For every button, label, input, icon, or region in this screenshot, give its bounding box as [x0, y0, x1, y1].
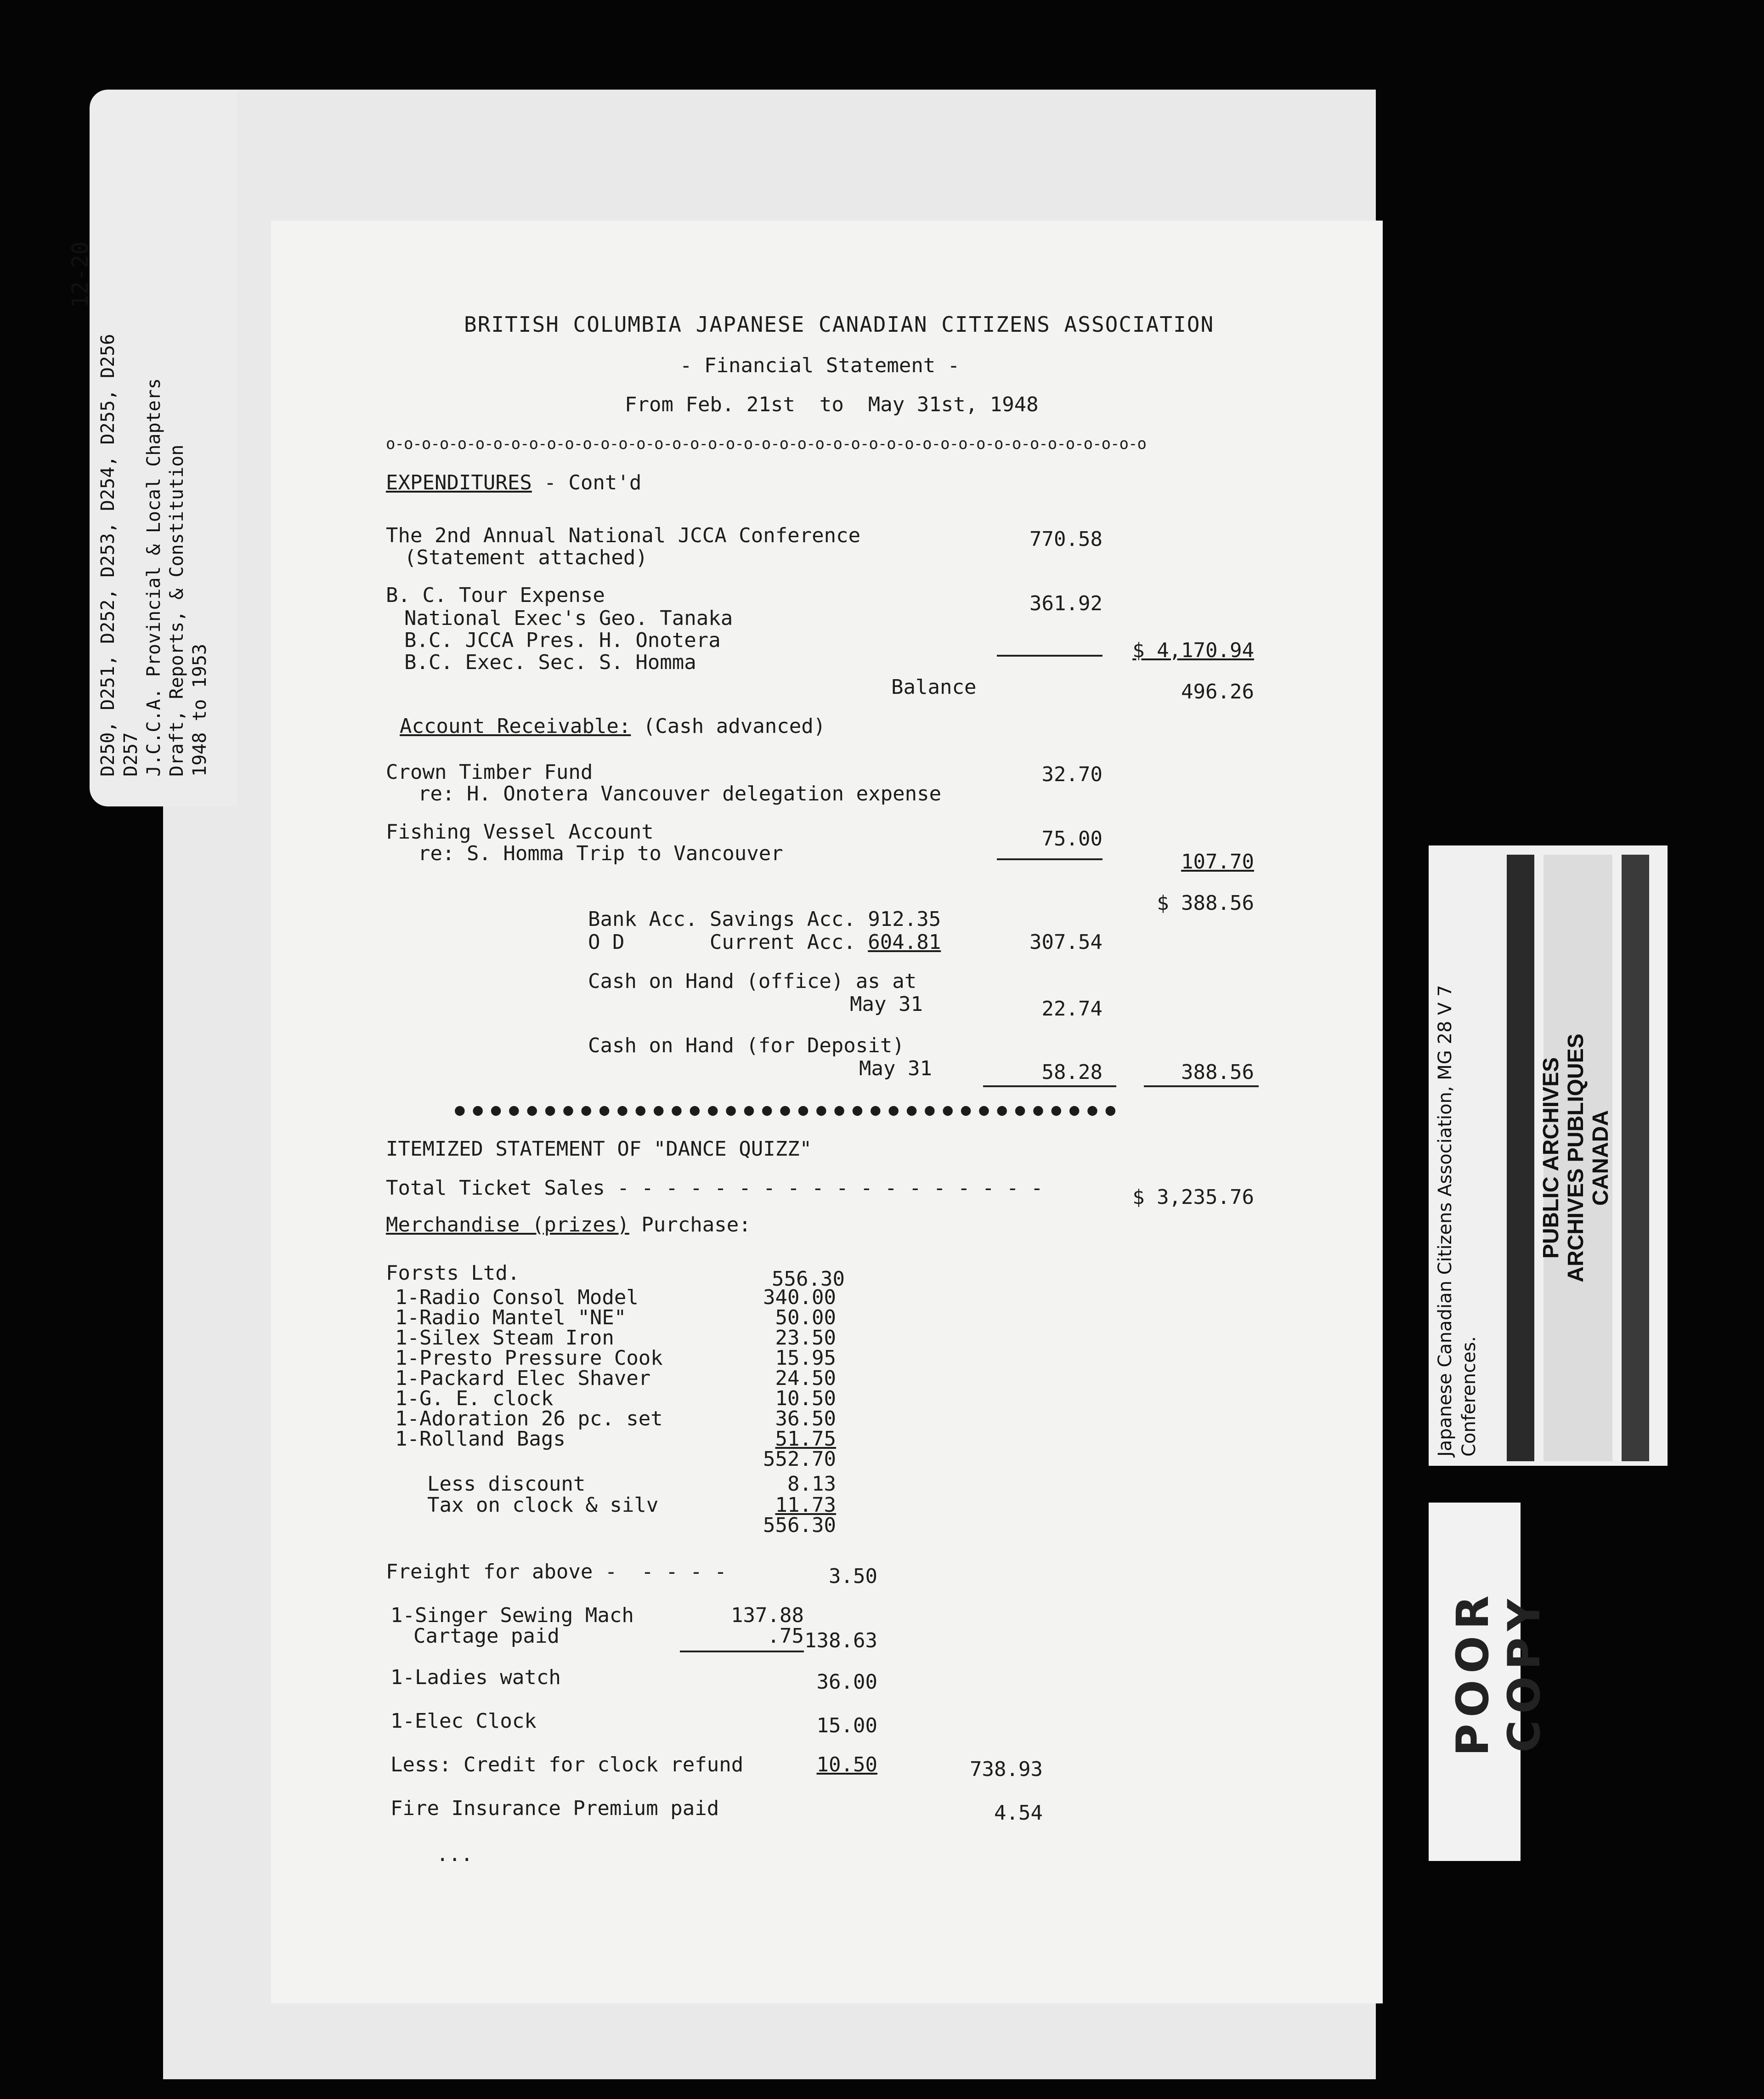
office-amount: 22.74	[1041, 997, 1102, 1021]
tour-line-4: B.C. Exec. Sec. S. Homma	[404, 651, 696, 674]
item-amount: 36.50	[775, 1407, 836, 1430]
item-amount: 23.50	[775, 1326, 836, 1350]
deposit-line-1: Cash on Hand (for Deposit)	[588, 1034, 905, 1057]
archive-label-strip	[1507, 855, 1534, 1461]
archive-bold-3: CANADA	[1589, 1110, 1613, 1206]
cartage-label: Cartage paid	[413, 1624, 560, 1648]
tour-line-1: B. C. Tour Expense	[386, 584, 605, 607]
cash-total-rule	[1144, 1085, 1259, 1087]
item-amount: 10.50	[775, 1387, 836, 1410]
bank-line-2-prefix: O D Current Acc.	[588, 930, 868, 954]
credit-label: Less: Credit for clock refund	[390, 1753, 744, 1776]
folder-line-1: D250, D251, D252, D253, D254, D255, D256	[97, 334, 119, 777]
merch-suffix: Purchase:	[629, 1213, 751, 1237]
tour-rule	[997, 655, 1102, 657]
tour-amount: 361.92	[1029, 592, 1102, 615]
singer-label: 1-Singer Sewing Mach	[390, 1604, 634, 1627]
receivables-net: $ 388.56	[1157, 891, 1254, 915]
bank-amount: 307.54	[1029, 930, 1102, 954]
document-page	[271, 221, 1383, 2003]
conference-line-2: (Statement attached)	[404, 546, 648, 569]
item-name: 1-Presto Pressure Cook	[395, 1346, 663, 1370]
bank-line-1: Bank Acc. Savings Acc. 912.35	[588, 908, 941, 931]
archive-line-2: Conferences.	[1459, 1336, 1480, 1457]
crown-line-2: re: H. Onotera Vancouver delegation expense	[418, 782, 942, 806]
forsts-label: Forsts Ltd.	[386, 1261, 520, 1285]
item-amount: 15.95	[775, 1346, 836, 1370]
statement-period: From Feb. 21st to May 31st, 1948	[625, 393, 1039, 416]
item-name: 1-Radio Mantel "NE"	[395, 1306, 627, 1329]
bank-line-2	[588, 930, 941, 954]
archive-label-strip	[1622, 855, 1649, 1461]
archive-bold-2: ARCHIVES PUBLIQUES	[1564, 1033, 1588, 1282]
item-name: 1-Rolland Bags	[395, 1427, 565, 1451]
discount-amount: 8.13	[787, 1472, 836, 1496]
insurance-amount: 4.54	[994, 1801, 1043, 1825]
discount-label: Less discount	[427, 1472, 586, 1496]
deposit-amount: 58.28	[1041, 1061, 1102, 1084]
crown-line-1: Crown Timber Fund	[386, 760, 593, 784]
item-amount: 24.50	[775, 1367, 836, 1390]
archive-line-1: Japanese Canadian Citizens Association, MG 28 V 7	[1435, 985, 1456, 1457]
forsts-amount-value: 556.30	[772, 1267, 845, 1291]
fishing-rule	[997, 858, 1102, 860]
ticket-sales-amount: $ 3,235.76	[1132, 1186, 1254, 1209]
item-amount: 51.75	[775, 1427, 836, 1451]
tour-line-2: National Exec's Geo. Tanaka	[404, 607, 733, 630]
ticket-sales-label: Total Ticket Sales - - - - - - - - - - - - - - - - - -	[386, 1176, 1043, 1200]
office-line-1: Cash on Hand (office) as at	[588, 970, 917, 993]
tour-line-3: B.C. JCCA Pres. H. Onotera	[404, 629, 721, 652]
office-line-2: May 31	[850, 993, 923, 1016]
item-name: 1-Silex Steam Iron	[395, 1326, 614, 1350]
cash-total: 388.56	[1181, 1061, 1254, 1084]
cartage-amount: .75	[767, 1624, 804, 1648]
merch-subtotal: 552.70	[763, 1447, 836, 1471]
balance-label: Balance	[891, 675, 977, 699]
item-name: 1-Radio Consol Model	[395, 1286, 639, 1309]
expenditures-total: $ 4,170.94	[1132, 639, 1254, 662]
crown-amount: 32.70	[1041, 763, 1102, 786]
archive-stamp	[1539, 859, 1617, 1457]
folder-line-5: 1948 to 1953	[189, 644, 210, 777]
item-amount: 340.00	[763, 1286, 836, 1309]
folder-line-2: D257	[120, 732, 141, 777]
item-name: 1-Adoration 26 pc. set	[395, 1407, 663, 1430]
conference-line-1: The 2nd Annual National JCCA Conference	[386, 524, 861, 547]
receivable-heading	[400, 715, 825, 738]
deposit-rule	[983, 1085, 1116, 1087]
freight-label: Freight for above - - - - -	[386, 1560, 727, 1583]
receivable-note: (Cash advanced)	[631, 715, 826, 738]
singer-amount: 137.88	[731, 1604, 804, 1627]
item-amount: 50.00	[775, 1306, 836, 1329]
archive-bold-1: PUBLIC ARCHIVES	[1539, 1057, 1563, 1259]
continuation-dots: ...	[436, 1843, 473, 1866]
item-name: 1-G. E. clock	[395, 1387, 554, 1410]
credit-amount: 10.50	[816, 1753, 877, 1776]
expenditures-contd: - Cont'd	[531, 471, 642, 494]
folder-line-4: Draft, Reports, & Constitution	[166, 444, 187, 777]
item-name: 1-Packard Elec Shaver	[395, 1367, 651, 1390]
merch-heading	[386, 1213, 751, 1237]
clock-amount: 15.00	[816, 1714, 877, 1737]
conference-amount: 770.58	[1029, 528, 1102, 551]
watch-amount: 36.00	[816, 1670, 877, 1694]
folder-label	[68, 211, 243, 777]
archive-reference	[1433, 859, 1507, 1457]
balance-amount: 496.26	[1181, 680, 1254, 703]
clock-label: 1-Elec Clock	[390, 1709, 537, 1733]
tax-amount: 11.73	[775, 1493, 836, 1517]
deposit-line-2: May 31	[859, 1057, 932, 1080]
org-title: BRITISH COLUMBIA JAPANESE CANADIAN CITIZENS ASSOCIATION	[464, 312, 1215, 337]
merch-total: 738.93	[970, 1758, 1043, 1781]
divider: o-o-o-o-o-o-o-o-o-o-o-o-o-o-o-o-o-o-o-o-o-o-o-o-o-o-o-o-o-o-o-o-o-o-o-o-o-o-o-o-o-o-o	[386, 435, 1146, 453]
merch-net: 556.30	[763, 1514, 836, 1537]
fishing-amount: 75.00	[1041, 827, 1102, 851]
insurance-label: Fire Insurance Premium paid	[390, 1797, 719, 1820]
watch-label: 1-Ladies watch	[390, 1666, 561, 1689]
receivable-label: Account Receivable:	[400, 715, 631, 738]
fishing-line-2: re: S. Homma Trip to Vancouver	[418, 842, 783, 865]
folder-line-3: J.C.C.A. Provincial & Local Chapters	[143, 378, 164, 777]
folder-ref: 12-20	[68, 241, 93, 308]
tax-label: Tax on clock & silv	[427, 1493, 659, 1517]
poor-copy-stamp	[1429, 1503, 1550, 1861]
expenditures-label: EXPENDITURES	[386, 471, 532, 494]
fishing-line-1: Fishing Vessel Account	[386, 820, 654, 844]
expenditures-heading	[386, 471, 641, 495]
section-dots: ● ● ● ● ● ● ● ● ● ● ● ● ● ● ● ● ● ● ● ● ● ● ● ● ● ● ● ● ● ● ● ● ● ● ● ● ●	[455, 1101, 1115, 1119]
bank-current: 604.81	[868, 930, 941, 954]
receivables-total: 107.70	[1181, 850, 1254, 874]
merch-label: Merchandise (prizes)	[386, 1213, 629, 1237]
freight-amount: 3.50	[829, 1565, 877, 1588]
dance-quizz-heading: ITEMIZED STATEMENT OF "DANCE QUIZZ"	[386, 1137, 812, 1161]
poor-copy-text: POOR COPY	[1447, 1589, 1550, 1756]
singer-total: 138.63	[804, 1629, 877, 1652]
statement-subtitle: - Financial Statement -	[680, 354, 960, 377]
